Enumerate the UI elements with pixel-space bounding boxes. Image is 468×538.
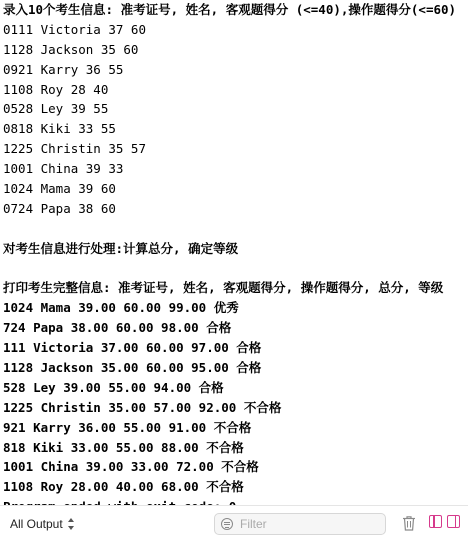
split-right-icon[interactable] [447, 515, 460, 528]
filter-input[interactable] [238, 516, 382, 532]
console-line: 0921 Karry 36 55 [3, 61, 124, 77]
console-line: 1225 Christin 35.00 57.00 92.00 不合格 [3, 399, 282, 415]
console-line: 0111 Victoria 37 60 [3, 21, 146, 37]
output-selector-label: All Output [10, 517, 63, 531]
console-line: 1128 Jackson 35 60 [3, 41, 139, 57]
console-line [3, 219, 465, 239]
console-line: 1225 Christin 35 57 [3, 141, 146, 157]
console-line: 录入10个考生信息: 准考证号, 姓名, 客观题得分 (<=40),操作题得分(<=60) [3, 2, 457, 17]
console-line [3, 259, 465, 279]
console-line: 111 Victoria 37.00 60.00 97.00 合格 [3, 340, 262, 356]
console-line: 1024 Mama 39.00 60.00 99.00 优秀 [3, 300, 239, 316]
console-line: 0724 Papa 38 60 [3, 200, 116, 216]
console-line: 0528 Ley 39 55 [3, 101, 109, 117]
filter-field[interactable] [214, 513, 386, 535]
console-footer [0, 505, 468, 538]
console-line: 1001 China 39.00 33.00 72.00 不合格 [3, 459, 259, 475]
console-line: 1001 China 39 33 [3, 161, 124, 177]
console-line: 0818 Kiki 33 55 [3, 121, 116, 137]
console-output [3, 0, 465, 500]
console-line: 1108 Roy 28.00 40.00 68.00 不合格 [3, 479, 244, 495]
split-left-icon[interactable] [429, 515, 442, 528]
output-selector[interactable] [10, 517, 75, 531]
console-line: 打印考生完整信息: 准考证号, 姓名, 客观题得分, 操作题得分, 总分, 等级 [3, 280, 444, 296]
console-line: 1128 Jackson 35.00 60.00 95.00 合格 [3, 360, 262, 376]
console-line: 1024 Mama 39 60 [3, 181, 116, 197]
console-line: 921 Karry 36.00 55.00 91.00 不合格 [3, 419, 252, 435]
console-line: 724 Papa 38.00 60.00 98.00 合格 [3, 320, 232, 336]
updown-chevron-icon [67, 518, 75, 530]
console-line: 528 Ley 39.00 55.00 94.00 合格 [3, 379, 224, 395]
filter-icon [221, 518, 233, 530]
console-line: 对考生信息进行处理:计算总分, 确定等级 [3, 240, 239, 256]
console-line: 818 Kiki 33.00 55.00 88.00 不合格 [3, 439, 244, 455]
trash-icon[interactable] [402, 515, 416, 531]
console-line: 1108 Roy 28 40 [3, 81, 109, 97]
